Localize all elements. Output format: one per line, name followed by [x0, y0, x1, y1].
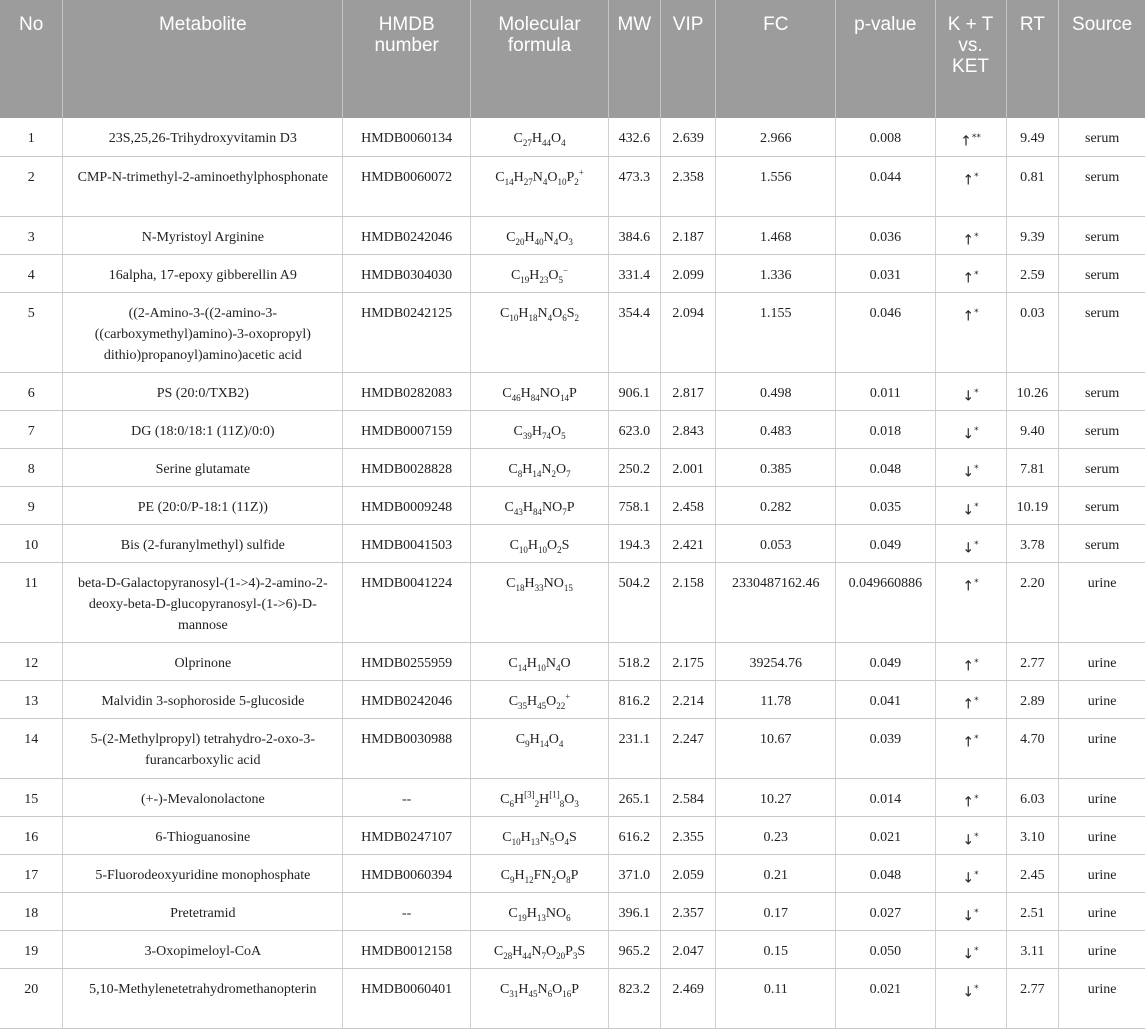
cell-p-value: 0.049: [836, 524, 935, 562]
header-p-value: p-value: [836, 0, 935, 118]
cell-vip: 2.817: [660, 372, 716, 410]
cell-comparison: [935, 254, 1006, 292]
cell-mw: 816.2: [608, 680, 660, 718]
cell-comparison: [935, 292, 1006, 372]
cell-hmdb: HMDB0060072: [343, 156, 471, 216]
cell-rt: 2.77: [1006, 642, 1059, 680]
cell-no: 17: [0, 854, 63, 892]
significance-marker: *: [974, 387, 979, 398]
cell-metabolite: N-Myristoyl Arginine: [63, 216, 343, 254]
cell-p-value: 0.048: [836, 448, 935, 486]
header-rt: RT: [1006, 0, 1059, 118]
cell-source: urine: [1059, 642, 1145, 680]
significance-marker: *: [974, 793, 979, 804]
cell-vip: 2.001: [660, 448, 716, 486]
cell-metabolite: PE (20:0/P-18:1 (11Z)): [63, 486, 343, 524]
arrow-up-icon: ↑: [962, 172, 975, 189]
cell-mw: 371.0: [608, 854, 660, 892]
header-no: No: [0, 0, 63, 118]
arrow-down-icon: ↓: [962, 870, 975, 887]
cell-source: serum: [1059, 372, 1145, 410]
cell-hmdb: HMDB0041224: [343, 562, 471, 642]
cell-no: 19: [0, 930, 63, 968]
cell-vip: 2.469: [660, 968, 716, 1028]
cell-rt: 2.51: [1006, 892, 1059, 930]
significance-marker: *: [974, 231, 979, 242]
table-row: [0, 680, 1145, 718]
cell-no: 5: [0, 292, 63, 372]
cell-rt: 3.11: [1006, 930, 1059, 968]
significance-marker: *: [974, 269, 979, 280]
cell-metabolite: 5-(2-Methylpropyl) tetrahydro-2-oxo-3-furancarboxylic acid: [63, 718, 343, 778]
header-hmdb: HMDB number: [343, 0, 471, 118]
cell-vip: 2.358: [660, 156, 716, 216]
header-vip: VIP: [660, 0, 716, 118]
cell-source: serum: [1059, 156, 1145, 216]
cell-mw: 265.1: [608, 778, 660, 816]
arrow-down-icon: ↓: [962, 540, 975, 557]
arrow-down-icon: ↓: [962, 426, 975, 443]
cell-p-value: 0.027: [836, 892, 935, 930]
cell-no: 6: [0, 372, 63, 410]
cell-no: 10: [0, 524, 63, 562]
cell-no: 2: [0, 156, 63, 216]
table-row: [0, 410, 1145, 448]
cell-comparison: [935, 816, 1006, 854]
cell-no: 8: [0, 448, 63, 486]
cell-rt: 2.45: [1006, 854, 1059, 892]
cell-formula: $C_{28}H_{44}N_7O_{20}P_3S$: [471, 930, 609, 968]
cell-mw: 518.2: [608, 642, 660, 680]
cell-comparison: [935, 562, 1006, 642]
cell-metabolite: Pretetramid: [63, 892, 343, 930]
significance-marker: *: [974, 831, 979, 842]
cell-mw: 616.2: [608, 816, 660, 854]
cell-source: serum: [1059, 448, 1145, 486]
cell-hmdb: --: [343, 892, 471, 930]
cell-no: 13: [0, 680, 63, 718]
table-row: [0, 778, 1145, 816]
cell-vip: 2.158: [660, 562, 716, 642]
cell-p-value: 0.039: [836, 718, 935, 778]
cell-source: urine: [1059, 816, 1145, 854]
cell-metabolite: 6-Thioguanosine: [63, 816, 343, 854]
table-row: [0, 718, 1145, 778]
cell-hmdb: HMDB0255959: [343, 642, 471, 680]
arrow-up-icon: ↑: [962, 658, 975, 675]
cell-hmdb: HMDB0007159: [343, 410, 471, 448]
cell-rt: 9.40: [1006, 410, 1059, 448]
arrow-down-icon: ↓: [962, 984, 975, 1001]
cell-metabolite: (+-)-Mevalonolactone: [63, 778, 343, 816]
cell-mw: 965.2: [608, 930, 660, 968]
cell-formula: $C_{20}H_{40}N_4O_3$: [471, 216, 609, 254]
cell-comparison: [935, 486, 1006, 524]
cell-rt: 2.77: [1006, 968, 1059, 1028]
cell-metabolite: 5,10-Methylenetetrahydromethanopterin: [63, 968, 343, 1028]
cell-p-value: 0.044: [836, 156, 935, 216]
cell-vip: 2.639: [660, 118, 716, 156]
cell-fc: 39254.76: [716, 642, 836, 680]
table-row: [0, 968, 1145, 1028]
cell-mw: 231.1: [608, 718, 660, 778]
significance-marker: *: [974, 307, 979, 318]
cell-hmdb: HMDB0030988: [343, 718, 471, 778]
cell-rt: 7.81: [1006, 448, 1059, 486]
cell-fc: 0.21: [716, 854, 836, 892]
cell-fc: 10.67: [716, 718, 836, 778]
table-row: [0, 854, 1145, 892]
cell-source: urine: [1059, 854, 1145, 892]
arrow-up-icon: ↑: [962, 734, 975, 751]
table-row: [0, 892, 1145, 930]
cell-mw: 250.2: [608, 448, 660, 486]
cell-metabolite: Malvidin 3-sophoroside 5-glucoside: [63, 680, 343, 718]
cell-p-value: 0.014: [836, 778, 935, 816]
cell-source: urine: [1059, 930, 1145, 968]
cell-formula: $C_{19}H_{13}NO_6$: [471, 892, 609, 930]
cell-mw: 384.6: [608, 216, 660, 254]
significance-marker: *: [974, 983, 979, 994]
cell-fc: 2330487162.46: [716, 562, 836, 642]
table-row: [0, 524, 1145, 562]
cell-formula: $C_9H_{12}FN_2O_8P$: [471, 854, 609, 892]
cell-rt: 10.19: [1006, 486, 1059, 524]
cell-no: 20: [0, 968, 63, 1028]
cell-formula: $C_{19}H_{23}O_5^-$: [471, 254, 609, 292]
cell-comparison: [935, 968, 1006, 1028]
cell-fc: 0.282: [716, 486, 836, 524]
cell-vip: 2.247: [660, 718, 716, 778]
arrow-down-icon: ↓: [962, 908, 975, 925]
cell-rt: 6.03: [1006, 778, 1059, 816]
cell-metabolite: 16alpha, 17-epoxy gibberellin A9: [63, 254, 343, 292]
cell-no: 11: [0, 562, 63, 642]
cell-fc: 1.155: [716, 292, 836, 372]
arrow-up-icon: ↑: [962, 578, 975, 595]
cell-mw: 331.4: [608, 254, 660, 292]
header-comparison: K + T vs. KET: [935, 0, 1006, 118]
cell-p-value: 0.021: [836, 968, 935, 1028]
cell-mw: 758.1: [608, 486, 660, 524]
cell-rt: 2.89: [1006, 680, 1059, 718]
arrow-down-icon: ↓: [962, 832, 975, 849]
cell-mw: 396.1: [608, 892, 660, 930]
significance-marker: **: [971, 133, 981, 143]
cell-metabolite: Bis (2-furanylmethyl) sulfide: [63, 524, 343, 562]
cell-formula: $C_{31}H_{45}N_6O_{16}P$: [471, 968, 609, 1028]
table-row: [0, 816, 1145, 854]
cell-no: 7: [0, 410, 63, 448]
cell-fc: 0.17: [716, 892, 836, 930]
cell-p-value: 0.021: [836, 816, 935, 854]
cell-formula: $C_{18}H_{33}NO_{15}$: [471, 562, 609, 642]
cell-metabolite: 23S,25,26-Trihydroxyvitamin D3: [63, 118, 343, 156]
cell-hmdb: HMDB0247107: [343, 816, 471, 854]
cell-p-value: 0.048: [836, 854, 935, 892]
cell-source: urine: [1059, 680, 1145, 718]
cell-mw: 432.6: [608, 118, 660, 156]
cell-vip: 2.421: [660, 524, 716, 562]
cell-comparison: [935, 854, 1006, 892]
cell-vip: 2.187: [660, 216, 716, 254]
cell-rt: 4.70: [1006, 718, 1059, 778]
significance-marker: *: [974, 695, 979, 706]
cell-comparison: [935, 718, 1006, 778]
cell-vip: 2.099: [660, 254, 716, 292]
cell-formula: $C_{35}H_{45}O_{22}^+$: [471, 680, 609, 718]
cell-vip: 2.047: [660, 930, 716, 968]
significance-marker: *: [974, 907, 979, 918]
cell-no: 18: [0, 892, 63, 930]
cell-vip: 2.175: [660, 642, 716, 680]
cell-source: urine: [1059, 892, 1145, 930]
cell-comparison: [935, 448, 1006, 486]
cell-comparison: [935, 216, 1006, 254]
significance-marker: *: [974, 657, 979, 668]
cell-mw: 194.3: [608, 524, 660, 562]
cell-no: 14: [0, 718, 63, 778]
cell-formula: $C_{10}H_{10}O_2S$: [471, 524, 609, 562]
cell-source: serum: [1059, 216, 1145, 254]
cell-formula: $C_{10}H_{18}N_4O_6S_2$: [471, 292, 609, 372]
significance-marker: *: [974, 171, 979, 182]
cell-p-value: 0.041: [836, 680, 935, 718]
cell-rt: 3.10: [1006, 816, 1059, 854]
cell-fc: 1.336: [716, 254, 836, 292]
cell-fc: 2.966: [716, 118, 836, 156]
cell-metabolite: Serine glutamate: [63, 448, 343, 486]
cell-source: urine: [1059, 778, 1145, 816]
header-metabolite: Metabolite: [63, 0, 343, 118]
arrow-up-icon: ↑: [962, 794, 975, 811]
significance-marker: *: [974, 501, 979, 512]
arrow-down-icon: ↓: [962, 388, 975, 405]
cell-hmdb: HMDB0028828: [343, 448, 471, 486]
cell-hmdb: HMDB0242046: [343, 216, 471, 254]
cell-hmdb: HMDB0041503: [343, 524, 471, 562]
significance-marker: *: [974, 733, 979, 744]
cell-rt: 3.78: [1006, 524, 1059, 562]
cell-fc: 1.468: [716, 216, 836, 254]
cell-fc: 11.78: [716, 680, 836, 718]
arrow-down-icon: ↓: [962, 502, 975, 519]
significance-marker: *: [974, 463, 979, 474]
cell-formula: $C_{46}H_{84}NO_{14}P$: [471, 372, 609, 410]
cell-fc: 1.556: [716, 156, 836, 216]
cell-comparison: [935, 118, 1006, 156]
cell-rt: 2.59: [1006, 254, 1059, 292]
table-row: [0, 486, 1145, 524]
arrow-down-icon: ↓: [962, 946, 975, 963]
cell-metabolite: 3-Oxopimeloyl-CoA: [63, 930, 343, 968]
cell-rt: 0.03: [1006, 292, 1059, 372]
cell-metabolite: beta-D-Galactopyranosyl-(1->4)-2-amino-2-deoxy-beta-D-glucopyranosyl-(1->6)-D-mannose: [63, 562, 343, 642]
cell-mw: 473.3: [608, 156, 660, 216]
cell-metabolite: CMP-N-trimethyl-2-aminoethylphosphonate: [63, 156, 343, 216]
cell-mw: 906.1: [608, 372, 660, 410]
cell-rt: 10.26: [1006, 372, 1059, 410]
cell-rt: 2.20: [1006, 562, 1059, 642]
table-row: [0, 292, 1145, 372]
cell-no: 3: [0, 216, 63, 254]
cell-p-value: 0.018: [836, 410, 935, 448]
cell-source: urine: [1059, 968, 1145, 1028]
table-row: [0, 562, 1145, 642]
cell-source: serum: [1059, 524, 1145, 562]
cell-p-value: 0.046: [836, 292, 935, 372]
cell-source: serum: [1059, 118, 1145, 156]
cell-no: 16: [0, 816, 63, 854]
cell-metabolite: ((2-Amino-3-((2-amino-3-((carboxymethyl)amino)-3-oxopropyl) dithio)propanoyl)amino)acetic acid: [63, 292, 343, 372]
cell-formula: $C_{14}H_{10}N_4O$: [471, 642, 609, 680]
arrow-up-icon: ↑: [962, 308, 975, 325]
cell-hmdb: HMDB0060134: [343, 118, 471, 156]
cell-fc: 0.483: [716, 410, 836, 448]
cell-source: urine: [1059, 718, 1145, 778]
cell-hmdb: --: [343, 778, 471, 816]
cell-vip: 2.059: [660, 854, 716, 892]
cell-formula: $C_9H_{14}O_4$: [471, 718, 609, 778]
arrow-up-icon: ↑: [960, 133, 972, 150]
cell-hmdb: HMDB0242046: [343, 680, 471, 718]
cell-fc: 0.498: [716, 372, 836, 410]
arrow-up-icon: ↑: [962, 696, 975, 713]
table-row: [0, 254, 1145, 292]
table-body: [0, 118, 1145, 1028]
cell-mw: 354.4: [608, 292, 660, 372]
cell-p-value: 0.050: [836, 930, 935, 968]
arrow-up-icon: ↑: [962, 232, 975, 249]
cell-no: 1: [0, 118, 63, 156]
cell-comparison: [935, 642, 1006, 680]
cell-metabolite: Olprinone: [63, 642, 343, 680]
significance-marker: *: [974, 869, 979, 880]
cell-p-value: 0.049: [836, 642, 935, 680]
cell-mw: 623.0: [608, 410, 660, 448]
cell-p-value: 0.036: [836, 216, 935, 254]
cell-no: 4: [0, 254, 63, 292]
cell-source: serum: [1059, 486, 1145, 524]
cell-comparison: [935, 410, 1006, 448]
cell-hmdb: HMDB0060394: [343, 854, 471, 892]
cell-no: 12: [0, 642, 63, 680]
cell-formula: $C_{39}H_{74}O_5$: [471, 410, 609, 448]
cell-source: serum: [1059, 410, 1145, 448]
cell-fc: 0.053: [716, 524, 836, 562]
cell-hmdb: HMDB0012158: [343, 930, 471, 968]
cell-formula: $C_{43}H_{84}NO_7P$: [471, 486, 609, 524]
table-row: [0, 448, 1145, 486]
table-row: [0, 156, 1145, 216]
table-header: [0, 0, 1145, 118]
cell-p-value: 0.031: [836, 254, 935, 292]
header-formula: Molecular formula: [471, 0, 609, 118]
cell-formula: $C_{10}H_{13}N_5O_4S$: [471, 816, 609, 854]
cell-comparison: [935, 156, 1006, 216]
cell-comparison: [935, 680, 1006, 718]
significance-marker: *: [974, 539, 979, 550]
cell-fc: 0.11: [716, 968, 836, 1028]
cell-source: serum: [1059, 254, 1145, 292]
cell-comparison: [935, 778, 1006, 816]
cell-hmdb: HMDB0282083: [343, 372, 471, 410]
cell-comparison: [935, 930, 1006, 968]
cell-p-value: 0.035: [836, 486, 935, 524]
cell-mw: 823.2: [608, 968, 660, 1028]
cell-source: urine: [1059, 562, 1145, 642]
cell-formula: $C_6H[3]_2H[1]_8O_3$: [471, 778, 609, 816]
cell-no: 15: [0, 778, 63, 816]
table-row: [0, 930, 1145, 968]
cell-mw: 504.2: [608, 562, 660, 642]
cell-vip: 2.357: [660, 892, 716, 930]
cell-rt: 9.39: [1006, 216, 1059, 254]
arrow-up-icon: ↑: [962, 270, 975, 287]
cell-metabolite: DG (18:0/18:1 (11Z)/0:0): [63, 410, 343, 448]
cell-comparison: [935, 524, 1006, 562]
cell-metabolite: PS (20:0/TXB2): [63, 372, 343, 410]
cell-vip: 2.214: [660, 680, 716, 718]
cell-source: serum: [1059, 292, 1145, 372]
table-row: [0, 216, 1145, 254]
cell-hmdb: HMDB0009248: [343, 486, 471, 524]
cell-fc: 0.23: [716, 816, 836, 854]
cell-vip: 2.584: [660, 778, 716, 816]
cell-vip: 2.094: [660, 292, 716, 372]
cell-formula: $C_{14}H_{27}N_4O_{10}P_2^+$: [471, 156, 609, 216]
header-source: Source: [1059, 0, 1145, 118]
cell-hmdb: HMDB0242125: [343, 292, 471, 372]
cell-p-value: 0.011: [836, 372, 935, 410]
cell-fc: 0.15: [716, 930, 836, 968]
cell-formula: $C_8H_{14}N_2O_7$: [471, 448, 609, 486]
cell-rt: 9.49: [1006, 118, 1059, 156]
header-fc: FC: [716, 0, 836, 118]
cell-hmdb: HMDB0304030: [343, 254, 471, 292]
table-row: [0, 118, 1145, 156]
cell-comparison: [935, 892, 1006, 930]
cell-hmdb: HMDB0060401: [343, 968, 471, 1028]
cell-fc: 10.27: [716, 778, 836, 816]
table-row: [0, 642, 1145, 680]
cell-fc: 0.385: [716, 448, 836, 486]
significance-marker: *: [974, 425, 979, 436]
header-mw: MW: [608, 0, 660, 118]
cell-vip: 2.355: [660, 816, 716, 854]
significance-marker: *: [974, 577, 979, 588]
significance-marker: *: [974, 945, 979, 956]
cell-vip: 2.458: [660, 486, 716, 524]
cell-p-value: 0.008: [836, 118, 935, 156]
cell-p-value: 0.049660886: [836, 562, 935, 642]
arrow-down-icon: ↓: [962, 464, 975, 481]
cell-metabolite: 5-Fluorodeoxyuridine monophosphate: [63, 854, 343, 892]
cell-no: 9: [0, 486, 63, 524]
cell-formula: $C_{27}H_{44}O_4$: [471, 118, 609, 156]
cell-rt: 0.81: [1006, 156, 1059, 216]
table-row: [0, 372, 1145, 410]
cell-vip: 2.843: [660, 410, 716, 448]
cell-comparison: [935, 372, 1006, 410]
